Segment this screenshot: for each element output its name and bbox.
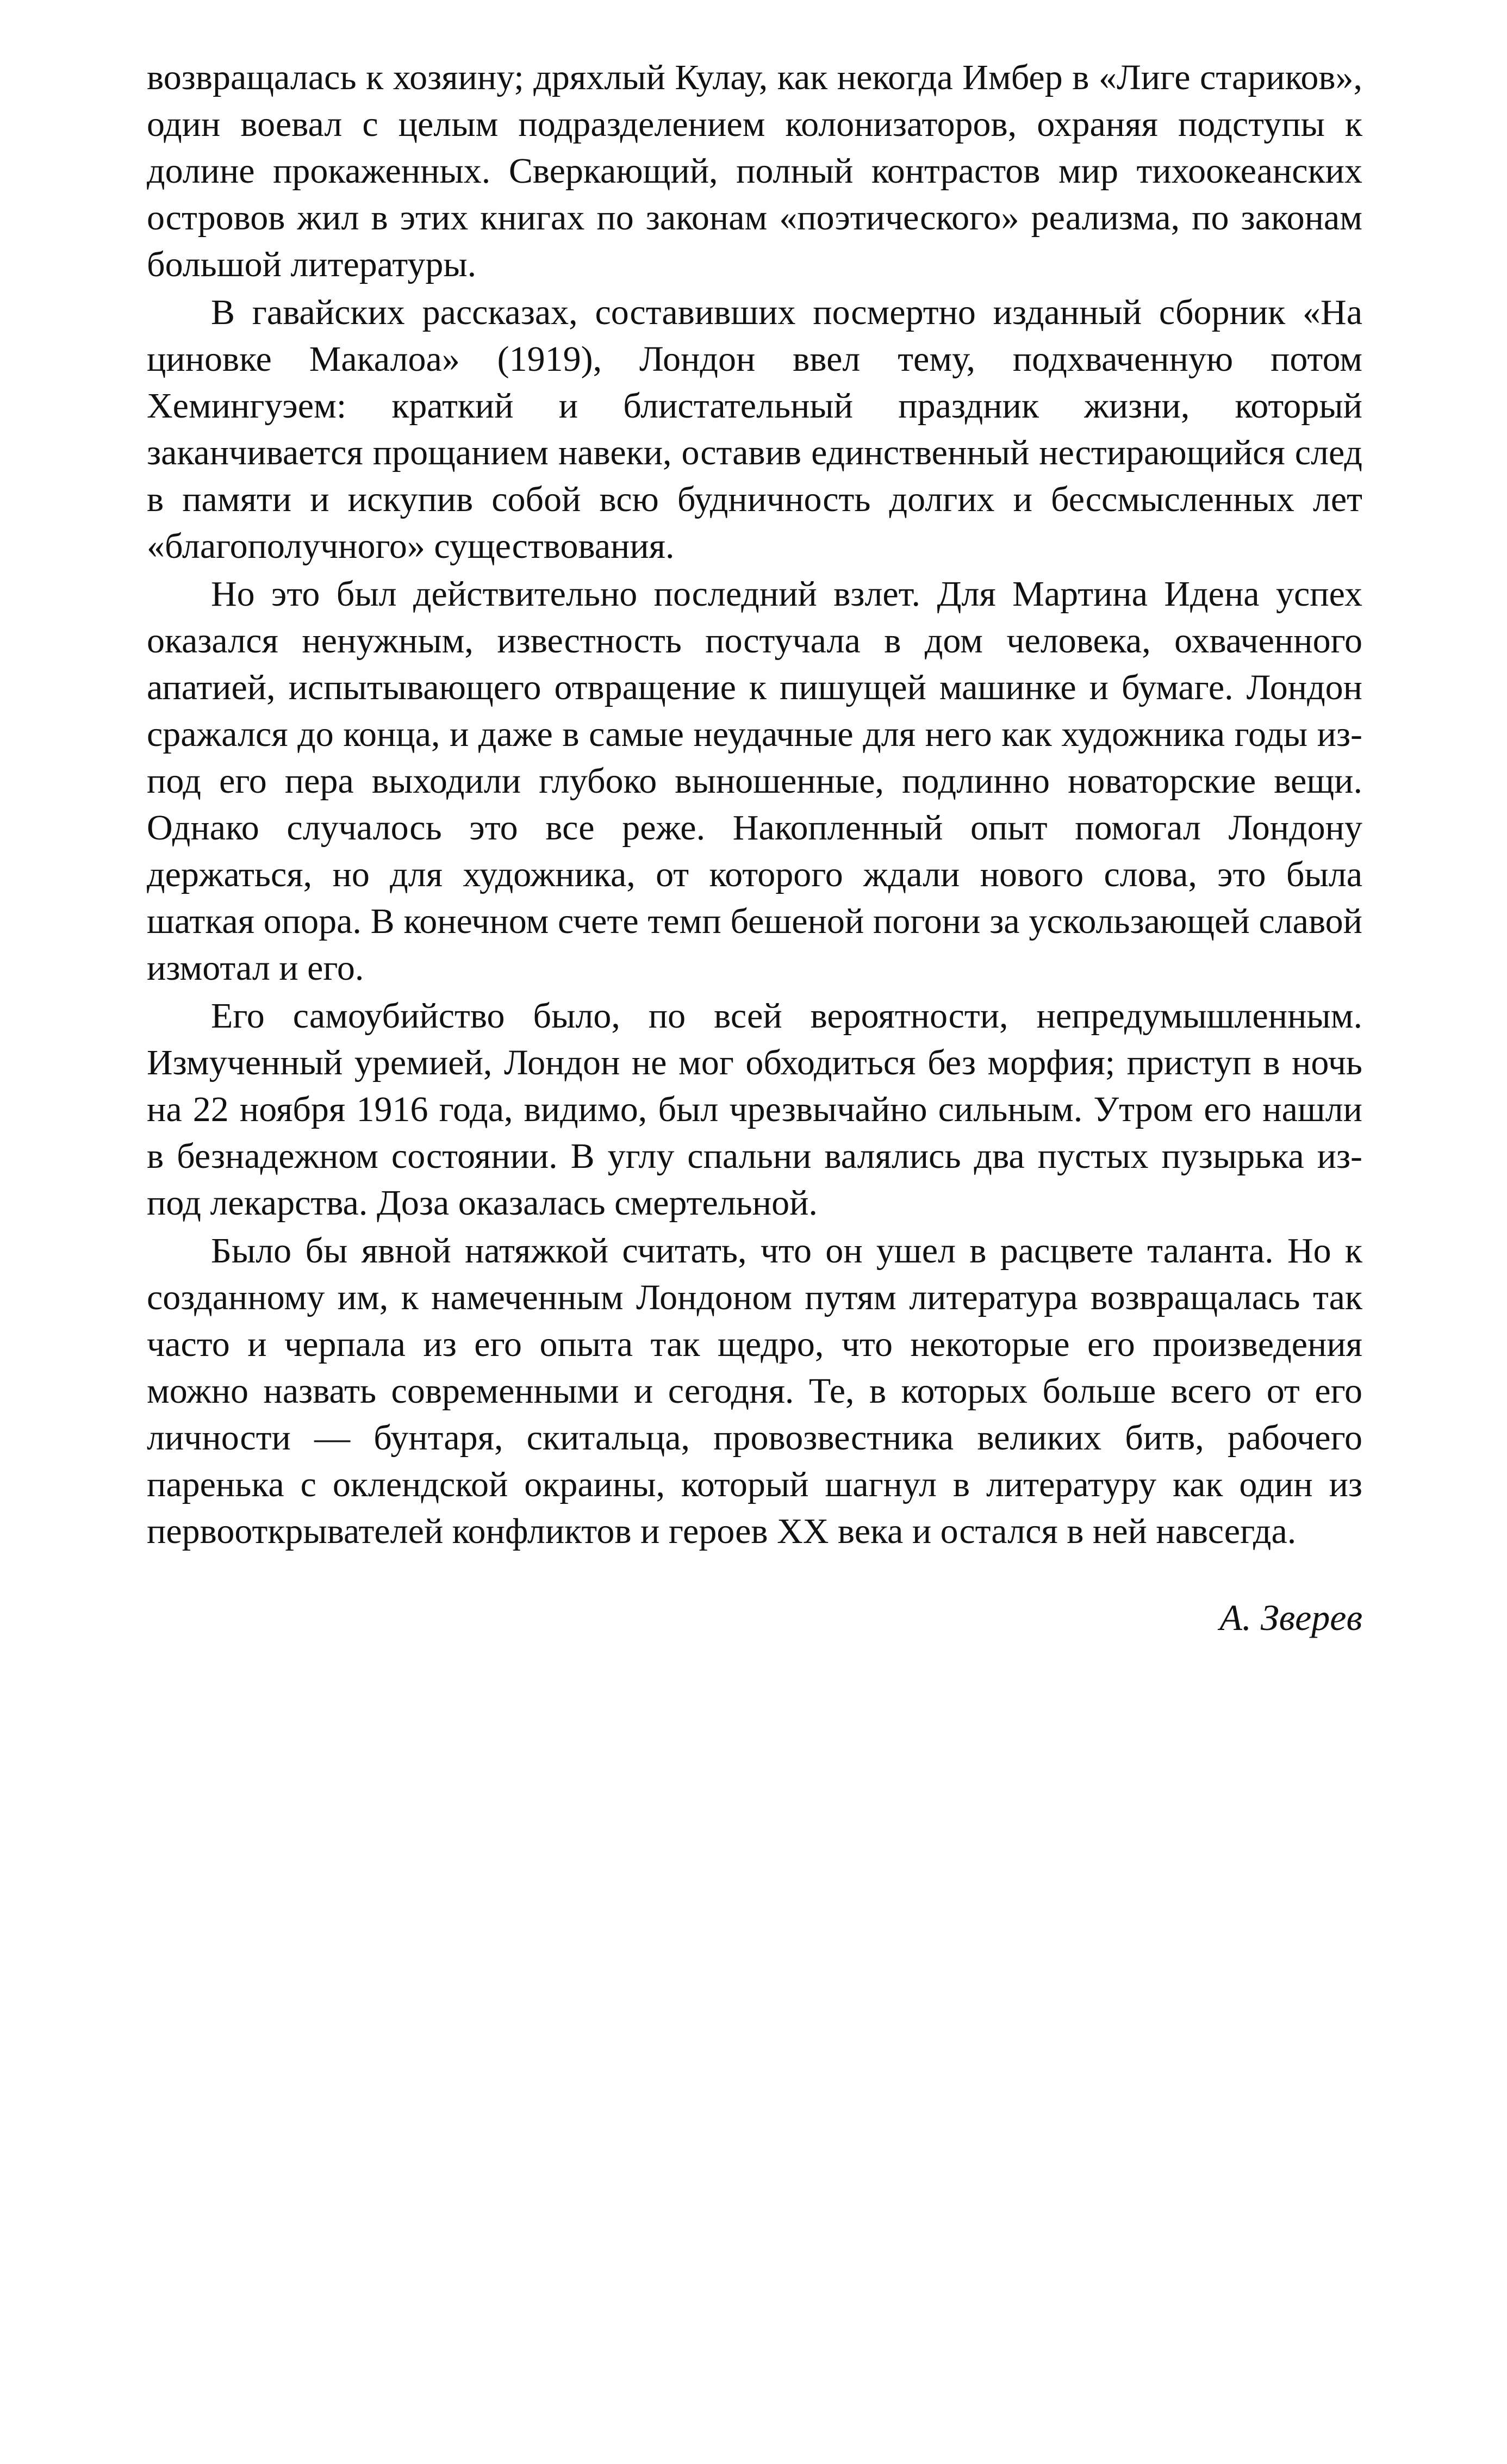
paragraph-3: Но это был действительно последний взлет. Для Мартина Идена успех оказался ненужным, известность постучала в дом человека, охваченного апатией, испытывающего отвращение к пишущей машинке и бумаге. Лондон сражался до конца, и даже в самые неудачные для него как художника годы из-под его пера выходили глубоко выношенные, подлинно новаторские вещи. Однако случалось это все реже. Накопленный опыт помогал Лондону держаться, но для художника, от которого ждали нового слова, это была шаткая опора. В конечном счете темп бешеной погони за ускользающей славой измотал и его.: [147, 574, 1362, 988]
paragraph-4: Его самоубийство было, по всей вероятности, непредумышленным. Измученный уремией, Лондон не мог обходиться без морфия; приступ в ночь на 22 ноября 1916 года, видимо, был чрезвычайно сильным. Утром его нашли в безнадежном состоянии. В углу спальни валялись два пустых пузырька из-под лекарства. Доза оказалась смертельной.: [147, 996, 1362, 1223]
document-page: [147, 54, 1362, 1678]
paragraph-5: Было бы явной натяжкой считать, что он ушел в расцвете таланта. Но к созданному им, к намеченным Лондоном путям литература возвращалась так часто и черпала из его опыта так щедро, что некоторые его произведения можно назвать современными и сегодня. Те, в которых больше всего от его личности — бунтаря, скитальца, провозвестника великих битв, рабочего паренька с оклендской окраины, который шагнул в литературу как один из первооткрывателей конфликтов и героев XX века и остался в ней навсегда.: [147, 1231, 1362, 1551]
paragraph-2: В гавайских рассказах, составивших посмертно изданный сборник «На циновке Макалоа» (1919), Лондон ввел тему, подхваченную потом Хемингуэем: краткий и блистательный праздник жизни, который заканчивается прощанием навеки, оставив единственный нестирающийся след в памяти и искупив собой всю будничность долгих и бессмысленных лет «благополучного» существования.: [147, 293, 1362, 566]
paragraph-1: возвращалась к хозяину; дряхлый Кулау, как некогда Имбер в «Лиге стариков», один воевал с целым подразделением колонизаторов, охраняя подступы к долине прокаженных. Сверкающий, полный контрастов мир тихоокеанских островов жил в этих книгах по законам «поэтического» реализма, по законам большой литературы.: [147, 58, 1362, 284]
author-signature: А. Зверев: [1219, 1597, 1362, 1638]
